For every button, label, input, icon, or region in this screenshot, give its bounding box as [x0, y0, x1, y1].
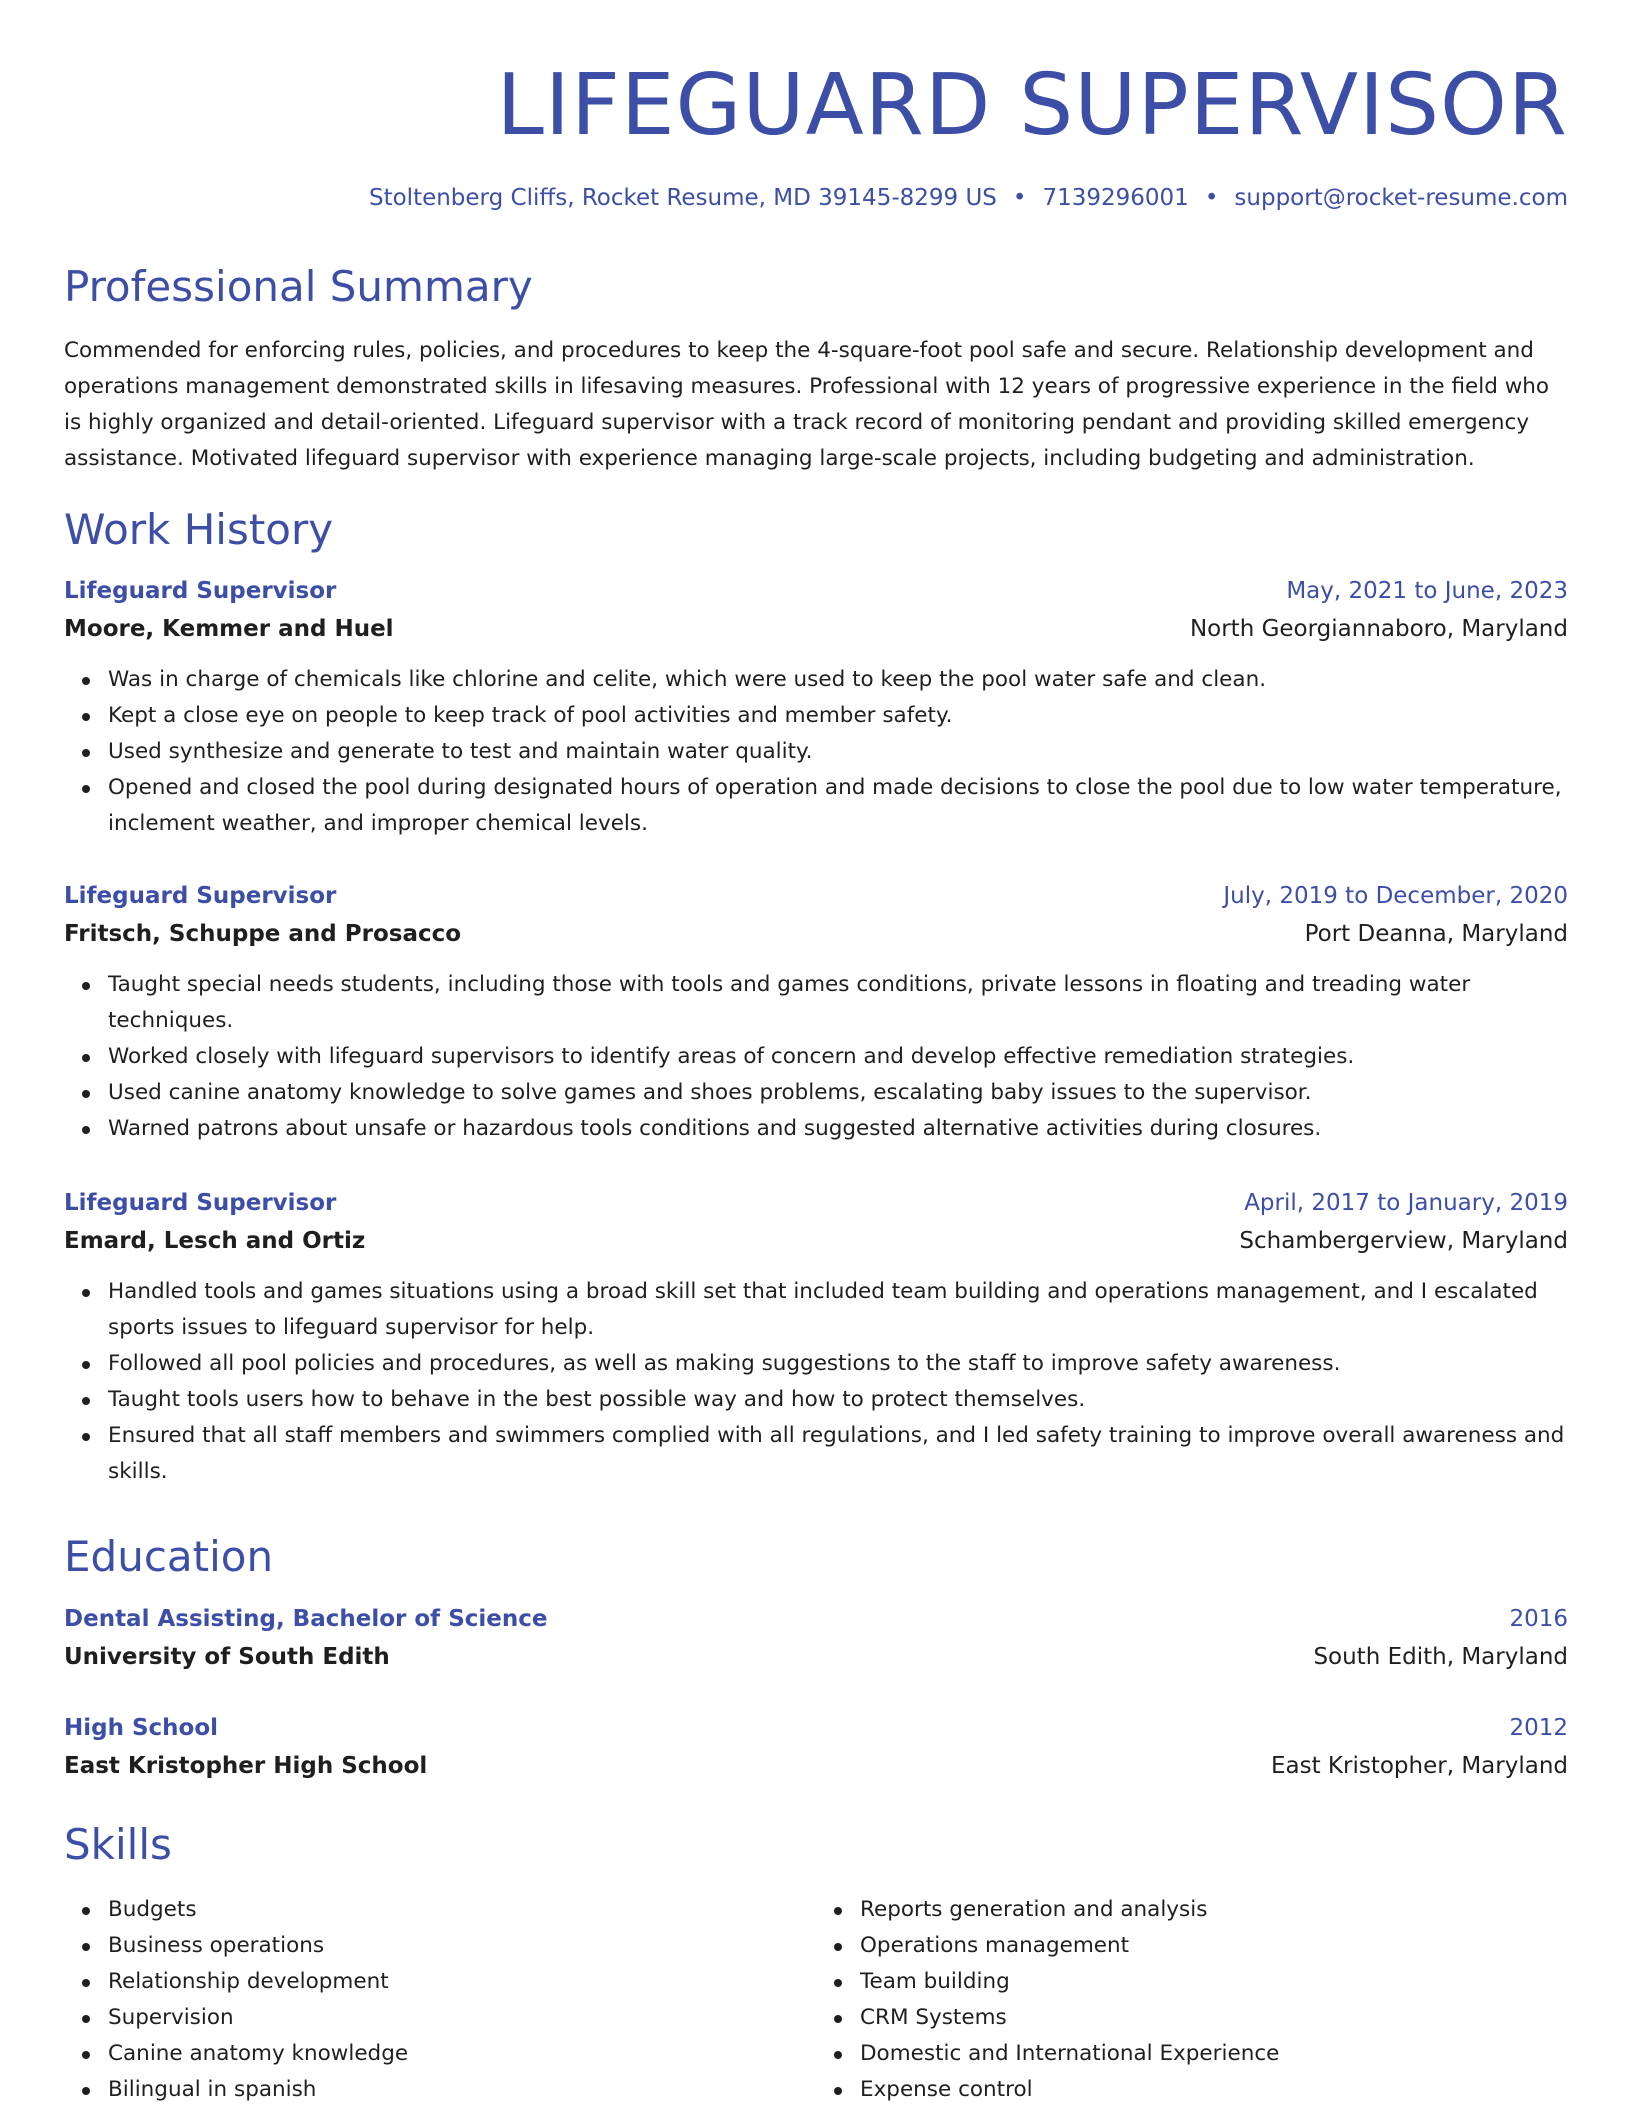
- job-title: Lifeguard Supervisor: [64, 883, 337, 909]
- job-bullet: Used canine anatomy knowledge to solve games and shoes problems, escalating baby issues to the supervisor.: [108, 1075, 1568, 1111]
- job-bullet: Opened and closed the pool during designated hours of operation and made decisions to close the pool due to low water temperature, inclement weather, and improper chemical levels.: [108, 770, 1568, 842]
- contact-address: Stoltenberg Cliffs, Rocket Resume, MD 39145-8299 US: [368, 185, 997, 211]
- job-bullet: Worked closely with lifeguard supervisors to identify areas of concern and develop effective remediation strategies.: [108, 1039, 1568, 1075]
- job-bullet: Warned patrons about unsafe or hazardous tools conditions and suggested alternative activities during closures.: [108, 1111, 1568, 1147]
- job-entry: [64, 877, 1568, 1147]
- skill-item: Relationship development: [108, 1964, 816, 2000]
- job-bullet: Taught special needs students, including those with tools and games conditions, private lessons in floating and treading water techniques.: [108, 967, 1568, 1039]
- section-title-education: Education: [64, 1532, 274, 1581]
- skill-item: Business operations: [108, 1928, 816, 1964]
- contact-email: support@rocket-resume.com: [1234, 185, 1568, 211]
- education-year: 2016: [1509, 1606, 1568, 1632]
- contact-separator: •: [1204, 185, 1219, 211]
- contact-line: [369, 182, 1568, 214]
- job-dates: April, 2017 to January, 2019: [1244, 1190, 1568, 1216]
- contact-phone: 7139296001: [1042, 185, 1189, 211]
- education-location: East Kristopher, Maryland: [1270, 1753, 1568, 1779]
- section-title-skills: Skills: [64, 1820, 172, 1869]
- skills-column-left: [64, 1892, 816, 2108]
- job-company: Emard, Lesch and Ortiz: [64, 1228, 366, 1254]
- skill-item: Expense control: [860, 2072, 1568, 2108]
- job-bullet: Taught tools users how to behave in the best possible way and how to protect themselves.: [108, 1382, 1568, 1418]
- skill-item: CRM Systems: [860, 2000, 1568, 2036]
- skill-item: Team building: [860, 1964, 1568, 2000]
- skill-item: Domestic and International Experience: [860, 2036, 1568, 2072]
- job-bullet: Ensured that all staff members and swimmers complied with all regulations, and I led safety training to improve overall awareness and skills.: [108, 1418, 1568, 1490]
- section-title-work: Work History: [64, 505, 334, 554]
- job-bullet: Was in charge of chemicals like chlorine and celite, which were used to keep the pool water safe and clean.: [108, 662, 1568, 698]
- job-entry: [64, 1184, 1568, 1490]
- education-school: East Kristopher High School: [64, 1753, 428, 1779]
- education-location: South Edith, Maryland: [1313, 1644, 1568, 1670]
- job-bullets: [64, 967, 1568, 1147]
- job-bullet: Followed all pool policies and procedures, as well as making suggestions to the staff to improve safety awareness.: [108, 1346, 1568, 1382]
- job-title: Lifeguard Supervisor: [64, 1190, 337, 1216]
- skills-column-right: [816, 1892, 1568, 2108]
- skill-item: Bilingual in spanish: [108, 2072, 816, 2108]
- education-school: University of South Edith: [64, 1644, 390, 1670]
- job-company: Fritsch, Schuppe and Prosacco: [64, 921, 462, 947]
- job-title: Lifeguard Supervisor: [64, 578, 337, 604]
- skill-item: Budgets: [108, 1892, 816, 1928]
- job-dates: July, 2019 to December, 2020: [1223, 883, 1568, 909]
- job-bullets: [64, 662, 1568, 842]
- skill-item: Canine anatomy knowledge: [108, 2036, 816, 2072]
- education-entry: [64, 1600, 1568, 1676]
- job-entry: [64, 572, 1568, 842]
- job-company: Moore, Kemmer and Huel: [64, 616, 394, 642]
- skill-item: Operations management: [860, 1928, 1568, 1964]
- job-bullet: Handled tools and games situations using a broad skill set that included team building and operations management, and I escalated sports issues to lifeguard supervisor for help.: [108, 1274, 1568, 1346]
- skill-item: Supervision: [108, 2000, 816, 2036]
- education-degree: Dental Assisting, Bachelor of Science: [64, 1606, 548, 1632]
- section-title-summary: Professional Summary: [64, 262, 533, 311]
- skill-item: Reports generation and analysis: [860, 1892, 1568, 1928]
- education-year: 2012: [1509, 1715, 1568, 1741]
- job-location: Schambergerview, Maryland: [1239, 1228, 1568, 1254]
- job-location: Port Deanna, Maryland: [1304, 921, 1568, 947]
- job-bullet: Kept a close eye on people to keep track of pool activities and member safety.: [108, 698, 1568, 734]
- skills-list: [64, 1892, 1568, 2108]
- summary-text: Commended for enforcing rules, policies, and procedures to keep the 4-square-foot pool safe and secure. Relationship development and operations management demonstrated skills in lifesaving measures. Professional with 12 years of progressive experience in the field who is highly organized and detail-oriented. Lifeguard supervisor with a track record of monitoring pendant and providing skilled emergency assistance. Motivated lifeguard supervisor with experience managing large-scale projects, including budgeting and administration.: [64, 338, 1550, 471]
- job-location: North Georgiannaboro, Maryland: [1189, 616, 1568, 642]
- contact-separator: •: [1012, 185, 1027, 211]
- job-dates: May, 2021 to June, 2023: [1286, 578, 1568, 604]
- education-entry: [64, 1709, 1568, 1785]
- job-bullets: [64, 1274, 1568, 1490]
- resume-name: LIFEGUARD SUPERVISOR: [496, 56, 1568, 155]
- education-degree: High School: [64, 1715, 219, 1741]
- job-bullet: Used synthesize and generate to test and maintain water quality.: [108, 734, 1568, 770]
